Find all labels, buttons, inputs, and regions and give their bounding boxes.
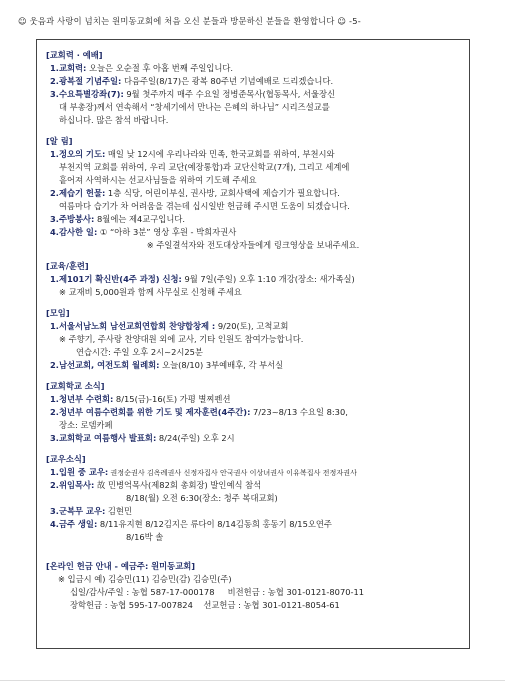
item-label: 청년부 여름수련회를 위한 기도 및 제자훈련(4주간): bbox=[59, 407, 251, 417]
announcement-content bbox=[46, 49, 460, 620]
list-item bbox=[46, 88, 460, 101]
section-title: [교회학교 소식] bbox=[46, 381, 105, 391]
item-label: 서울서남노회 남선교회연합회 찬양합창제 : bbox=[59, 321, 216, 331]
account-line: 장학헌금 : 농협 595-17-007824 선교헌금 : 농협 301-0121-8054-61 bbox=[70, 600, 340, 610]
list-item bbox=[46, 213, 460, 226]
section-title: [교육/훈련] bbox=[46, 261, 89, 271]
list-item bbox=[46, 187, 460, 200]
page-bottom-rule bbox=[0, 680, 505, 681]
section-calendar bbox=[46, 49, 460, 127]
section-education bbox=[46, 260, 460, 299]
item-continuation: 하십니다. 많은 참석 바랍니다. bbox=[59, 115, 169, 125]
item-label: 청년부 수련회: bbox=[59, 394, 114, 404]
list-item bbox=[46, 359, 460, 372]
item-text: 8/24(주일) 오후 2시 bbox=[156, 433, 235, 443]
item-label: 위임목사: bbox=[59, 480, 95, 490]
item-number: 2. bbox=[50, 407, 59, 417]
item-note: ※ 교재비 5,000원과 함께 사무실로 신청해 주세요 bbox=[59, 287, 242, 297]
section-school bbox=[46, 380, 460, 445]
item-text: ① “아하 3분” 영상 후원 - 박희자권사 bbox=[97, 227, 237, 237]
item-label: 제습기 헌물: bbox=[59, 188, 106, 198]
list-item bbox=[46, 148, 460, 161]
item-text: 8/11유지현 8/12김지은 류다이 8/14김동희 홍동기 8/15오연주 bbox=[97, 519, 332, 529]
list-item bbox=[46, 505, 460, 518]
item-continuation: 8/16박 솔 bbox=[126, 532, 164, 542]
page-header: ☺ 웃음과 사랑이 넘치는 원미동교회에 처음 오신 분들과 방문하신 분들을 환영합니다 ☺ -5- bbox=[18, 16, 361, 26]
announcement-box bbox=[36, 39, 470, 649]
section-title: [온라인 헌금 안내 - 예금주: 원미동교회] bbox=[46, 561, 196, 571]
item-label: 교회학교 여름행사 발표회: bbox=[59, 433, 157, 443]
item-label: 금주 생일: bbox=[59, 519, 98, 529]
item-text: 8월에는 제4교구입니다. bbox=[94, 214, 185, 224]
item-text: 8/15(금)-16(토) 가평 별찌펜션 bbox=[113, 394, 231, 404]
item-continuation: 부천지역 교회를 위하여, 우리 교단(예장통합)과 교단신학교(7개), 그리고 세계에 bbox=[59, 162, 350, 172]
list-item bbox=[46, 273, 460, 286]
item-number: 1. bbox=[50, 394, 59, 404]
list-item bbox=[46, 393, 460, 406]
section-title: [알 림] bbox=[46, 136, 73, 146]
item-text: 9/20(토), 고척교회 bbox=[215, 321, 289, 331]
item-text: 9월 첫주까지 매주 수요일 정병준목사(협동목사, 서울장신 bbox=[123, 89, 336, 99]
item-label: 주방봉사: bbox=[59, 214, 95, 224]
item-number: 2. bbox=[50, 480, 59, 490]
item-note: ※ 주일결석자와 전도대상자들에게 링크영상을 보내주세요. bbox=[146, 240, 360, 250]
section-members bbox=[46, 453, 460, 544]
item-text: 1층 식당, 어린이부실, 권사방, 교회사택에 제습기가 필요합니다. bbox=[105, 188, 340, 198]
list-item bbox=[46, 320, 460, 333]
list-item bbox=[46, 406, 460, 419]
list-item bbox=[46, 75, 460, 88]
item-number: 1. bbox=[50, 149, 59, 159]
section-meeting bbox=[46, 307, 460, 372]
account-line: 십일/감사/주일 : 농협 587-17-000178 비전헌금 : 농협 301-0121-8070-11 bbox=[70, 587, 365, 597]
section-title: [교우소식] bbox=[46, 454, 86, 464]
list-item bbox=[46, 466, 460, 479]
item-label: 남선교회, 여전도회 월례회: bbox=[59, 360, 160, 370]
item-number: 2. bbox=[50, 76, 59, 86]
item-note: ※ 주향기, 주사랑 찬양대원 외에 교사, 기타 인원도 참여가능합니다. bbox=[59, 334, 304, 344]
item-label: 교회력: bbox=[59, 63, 87, 73]
item-label: 광복절 기념주일: bbox=[59, 76, 122, 86]
item-continuation: 연습시간: 주일 오후 2시~2시25분 bbox=[76, 347, 203, 357]
item-continuation: 흩어져 사역하시는 선교사님들을 위하여 기도해 주세요 bbox=[59, 175, 257, 185]
item-number: 1. bbox=[50, 274, 59, 284]
item-number: 1. bbox=[50, 467, 59, 477]
section-title: [모임] bbox=[46, 308, 70, 318]
item-text: 오늘(8/10) 3부예배후, 각 부서실 bbox=[159, 360, 284, 370]
item-text: 오늘은 오순절 후 아홉 번째 주일입니다. bbox=[86, 63, 234, 73]
item-label: 감사한 일: bbox=[59, 227, 98, 237]
item-number: 3. bbox=[50, 433, 59, 443]
item-number: 4. bbox=[50, 227, 59, 237]
item-number: 1. bbox=[50, 321, 59, 331]
item-text: 故 민병억목사(제82회 총회장) 발인예식 참석 bbox=[94, 480, 262, 490]
item-number: 3. bbox=[50, 214, 59, 224]
item-continuation: 여름마다 습기가 차 어려움을 겪는데 십시일반 헌금해 주시면 도움이 되겠습니다. bbox=[59, 201, 350, 211]
list-item bbox=[46, 432, 460, 445]
item-number: 4. bbox=[50, 519, 59, 529]
section-notice bbox=[46, 135, 460, 252]
list-item bbox=[46, 62, 460, 75]
offering-note: ※ 입금시 예) 김승민(11) 김승민(감) 김승민(주) bbox=[58, 574, 232, 584]
list-item bbox=[46, 479, 460, 492]
section-offering bbox=[46, 560, 460, 612]
item-text: 7/23~8/13 수요일 8:30, bbox=[250, 407, 348, 417]
item-label: 정오의 기도: bbox=[59, 149, 106, 159]
item-number: 2. bbox=[50, 188, 59, 198]
item-number: 2. bbox=[50, 360, 59, 370]
section-title: [교회력 · 예배] bbox=[46, 50, 103, 60]
list-item bbox=[46, 518, 460, 531]
item-text: 권정순권사 김옥례권사 신정자집사 안국권사 이상녀권사 이유복집사 전정자권사 bbox=[108, 468, 357, 477]
item-continuation: 장소: 로뎀카페 bbox=[59, 420, 113, 430]
item-number: 1. bbox=[50, 63, 59, 73]
item-continuation: 8/18(월) 오전 6:30(장소: 청주 복대교회) bbox=[126, 493, 278, 503]
item-text: 매일 낮 12시에 우리나라와 민족, 한국교회를 위하여, 부천시와 bbox=[105, 149, 335, 159]
item-text: 다음주일(8/17)은 광복 80주년 기념예배로 드리겠습니다. bbox=[121, 76, 334, 86]
item-number: 3. bbox=[50, 89, 59, 99]
item-label: 입원 중 교우: bbox=[59, 467, 109, 477]
item-number: 3. bbox=[50, 506, 59, 516]
list-item bbox=[46, 226, 460, 239]
item-label: 제101기 확신반(4주 과정) 신청: bbox=[59, 274, 182, 284]
item-label: 군복무 교우: bbox=[59, 506, 106, 516]
item-label: 수요특별강좌(7): bbox=[59, 89, 124, 99]
item-text: 9월 7일(주일) 오후 1:10 개강(장소: 새가족실) bbox=[181, 274, 355, 284]
item-text: 김현민 bbox=[105, 506, 132, 516]
item-continuation: 대 부총장)께서 연속해서 “창세기에서 만나는 은혜의 하나님” 시리즈설교를 bbox=[59, 102, 330, 112]
